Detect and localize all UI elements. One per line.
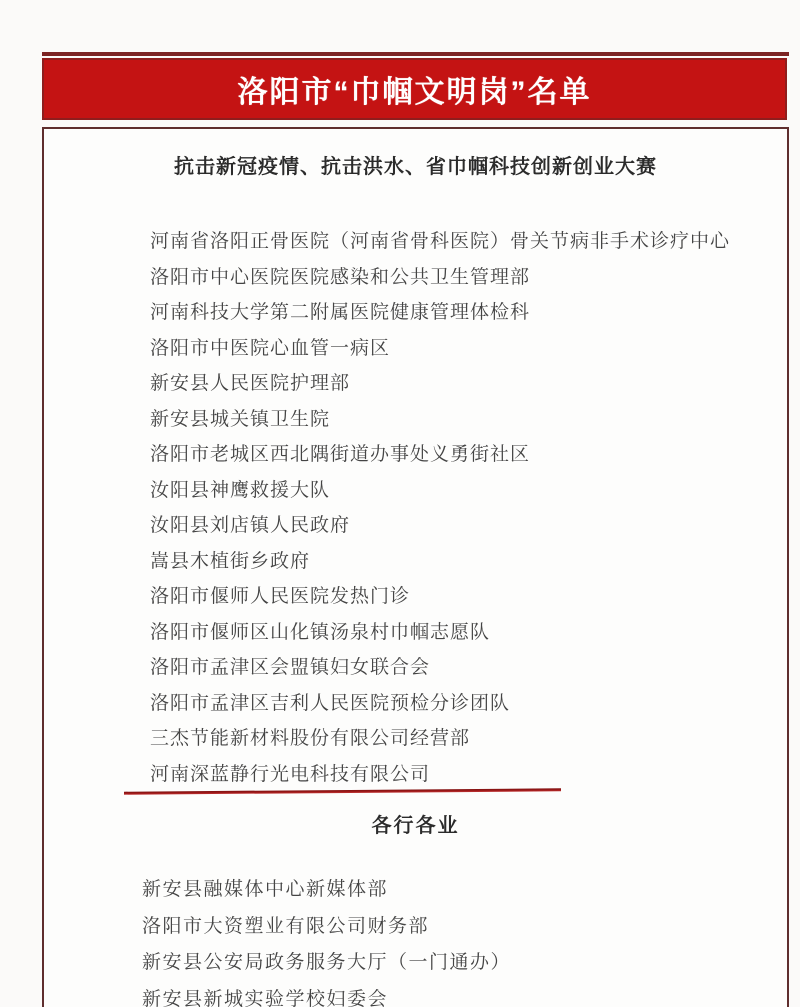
list-item: 新安县新城实验学校妇委会 — [142, 988, 389, 1007]
list-item: 洛阳市孟津区吉利人民医院预检分诊团队 — [150, 692, 511, 714]
list-item: 汝阳县刘店镇人民政府 — [150, 515, 351, 536]
list-item: 河南省洛阳正骨医院（河南省骨科医院）骨关节病非手术诊疗中心 — [150, 231, 731, 252]
list-item: 新安县融媒体中心新媒体部 — [142, 879, 389, 900]
top-accent-line — [42, 52, 789, 56]
section2-title: 各行各业 — [371, 815, 460, 837]
list-item: 新安县城关镇卫生院 — [150, 408, 331, 430]
list-item: 汝阳县神鹰救援大队 — [150, 479, 331, 501]
list-item: 洛阳市中心医院医院感染和公共卫生管理部 — [150, 266, 531, 288]
list-item: 三杰节能新材料股份有限公司经营部 — [150, 728, 471, 749]
list-item: 洛阳市中医院心血管一病区 — [150, 337, 391, 359]
list-item: 洛阳市偃师人民医院发热门诊 — [150, 586, 411, 607]
list-item: 河南科技大学第二附属医院健康管理体检科 — [150, 302, 531, 323]
section1-title: 抗击新冠疫情、抗击洪水、省巾帼科技创新创业大赛 — [174, 156, 657, 178]
award-list-industries — [142, 872, 511, 1007]
banner-title: 洛阳市“巾帼文明岗”名单 — [237, 76, 592, 109]
award-list-competition — [150, 224, 730, 792]
content-box — [42, 127, 789, 1007]
list-item: 河南深蓝静行光电科技有限公司 — [150, 763, 431, 785]
list-item: 新安县人民医院护理部 — [150, 373, 351, 394]
title-banner — [42, 58, 787, 120]
list-item: 新安县公安局政务服务大厅（一门通办） — [142, 952, 512, 973]
list-item: 洛阳市孟津区会盟镇妇女联合会 — [150, 657, 431, 678]
list-item: 洛阳市老城区西北隅街道办事处义勇街社区 — [150, 444, 531, 465]
list-item: 洛阳市大资塑业有限公司财务部 — [142, 915, 430, 937]
list-item: 洛阳市偃师区山化镇汤泉村巾帼志愿队 — [150, 621, 491, 643]
list-item: 嵩县木植街乡政府 — [150, 550, 311, 572]
